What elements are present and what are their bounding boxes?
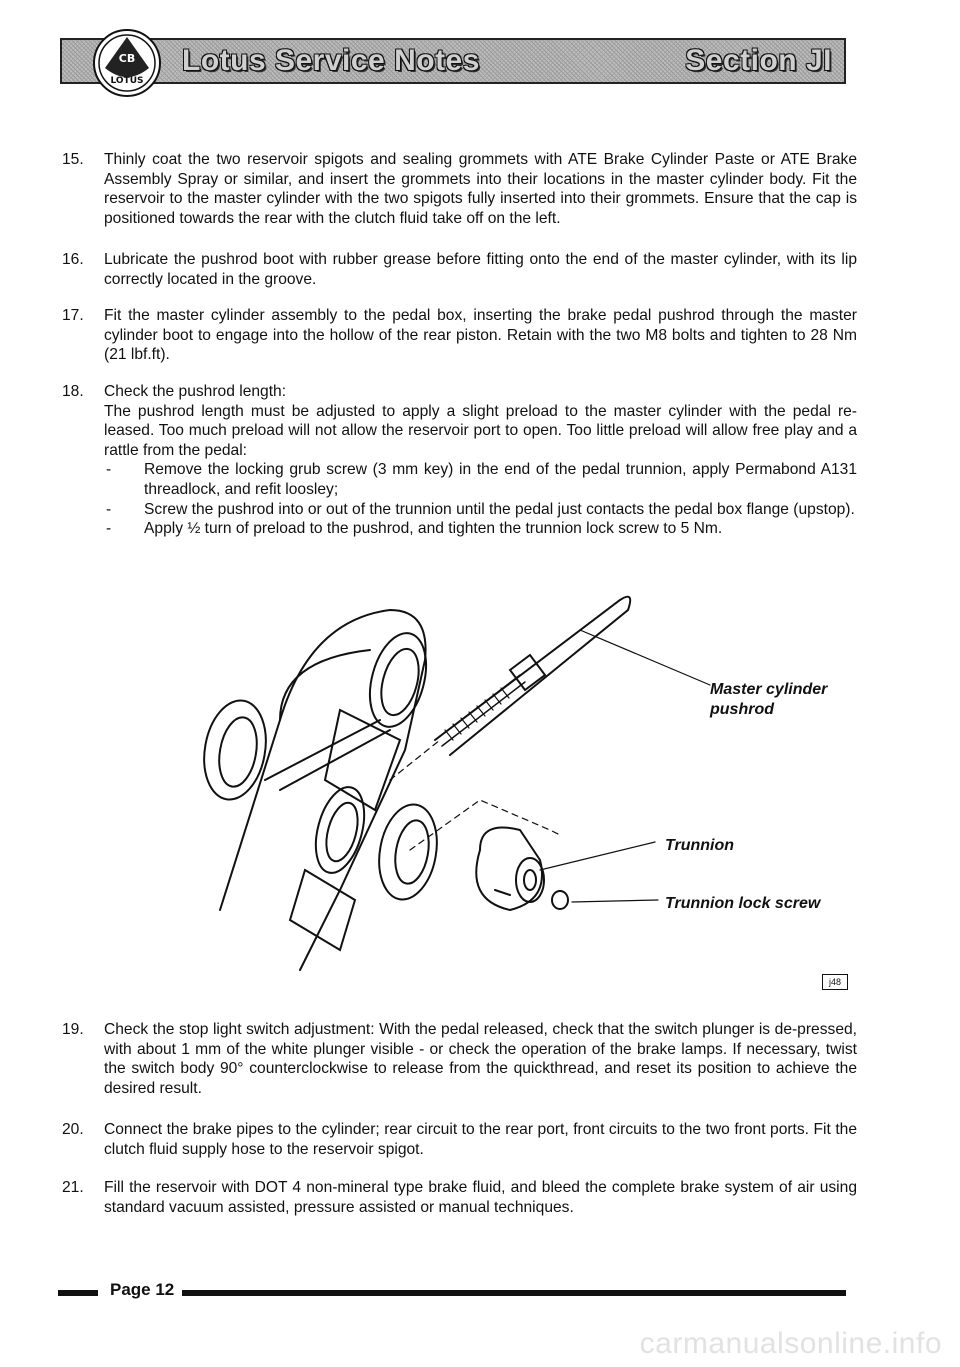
step-number: 18. bbox=[62, 383, 84, 400]
step-text: The pushrod length must be adjusted to apply a slight preload to the master cylinder with the pedal re-leased. Too much preload will not allow the reservoir port to open. Too little preload will allow free play and a rattle from the pedal: bbox=[104, 402, 857, 459]
step-text: Check the stop light switch adjustment: With the pedal released, check that the switch plunger is de-pressed, with about 1 mm of the white plunger visible - or check the operation of the brake lamps. If necessary, twist the switch body 90° counterclockwise to release from the quickthread, and reset its position to achieve the desired result. bbox=[104, 1021, 857, 1097]
step-text: Lubricate the pushrod boot with rubber grease before fitting onto the end of the master cylinder, with its lip correctly located in the groove. bbox=[104, 251, 857, 288]
step-number: 15. bbox=[62, 151, 84, 168]
svg-text:LOTUS: LOTUS bbox=[110, 76, 144, 86]
figure-reference: j48 bbox=[822, 974, 848, 990]
step-text: Thinly coat the two reservoir spigots and sealing grommets with ATE Brake Cylinder Paste or ATE Brake Assembly Spray or similar, and insert the grommets into their locations in the master cylinder body. Fit the reservoir to the master cylinder with the two spigots fully inserted into their grommets. Ensure that the cap is positioned towards the rear with the clutch fluid take off on the left. bbox=[104, 151, 857, 227]
header-banner bbox=[60, 38, 846, 84]
step-text: Connect the brake pipes to the cylinder; rear circuit to the rear port, front circuits to the two front ports. Fit the clutch fluid supply hose to the reservoir spigot. bbox=[104, 1121, 857, 1158]
step-number: 21. bbox=[62, 1179, 84, 1196]
svg-text:CB: CB bbox=[118, 52, 136, 65]
page-number: Page 12 bbox=[110, 1280, 175, 1299]
step-17 bbox=[62, 306, 857, 365]
label-lock-screw: Trunnion lock screw bbox=[665, 895, 821, 912]
label-master-cylinder: Master cylinder pushrod bbox=[710, 681, 828, 718]
step-number: 19. bbox=[62, 1021, 84, 1038]
header-title: Lotus Service Notes bbox=[182, 44, 480, 77]
step-18 bbox=[62, 382, 857, 539]
step-text: Check the pushrod length: bbox=[104, 383, 287, 400]
dash-item: - Screw the pushrod into or out of the trunnion until the pedal just contacts the pedal box flange (upstop). bbox=[104, 500, 857, 520]
pushrod-diagram bbox=[180, 580, 880, 1000]
header-section: Section JI bbox=[685, 44, 832, 77]
step-number: 17. bbox=[62, 307, 84, 324]
step-text: Fill the reservoir with DOT 4 non-mineral type brake fluid, and bleed the complete brake system of air using standard vacuum assisted, pressure assisted or manual techniques. bbox=[104, 1179, 857, 1216]
step-19 bbox=[62, 1020, 857, 1098]
dash-item: - Apply ½ turn of preload to the pushrod, and tighten the trunnion lock screw to 5 Nm. bbox=[104, 519, 857, 539]
footer-rule-left bbox=[58, 1290, 98, 1296]
lotus-logo-icon bbox=[92, 28, 162, 98]
footer-rule-right bbox=[182, 1290, 846, 1296]
dash-item: - Remove the locking grub screw (3 mm key) in the end of the pedal trunnion, apply Permabond A131 threadlock, and refit loosley; bbox=[104, 460, 857, 499]
step-text: Fit the master cylinder assembly to the pedal box, inserting the brake pedal pushrod through the master cylinder boot to engage into the hollow of the rear piston. Retain with the two M8 bolts and tighten to 28 Nm (21 lbf.ft). bbox=[104, 307, 857, 364]
step-20 bbox=[62, 1120, 857, 1159]
step-21 bbox=[62, 1178, 857, 1217]
watermark: carmanualsonline.info bbox=[639, 1327, 942, 1360]
step-15 bbox=[62, 150, 857, 228]
label-trunnion: Trunnion bbox=[665, 837, 735, 854]
step-number: 20. bbox=[62, 1121, 84, 1138]
step-16 bbox=[62, 250, 857, 289]
step-number: 16. bbox=[62, 251, 84, 268]
